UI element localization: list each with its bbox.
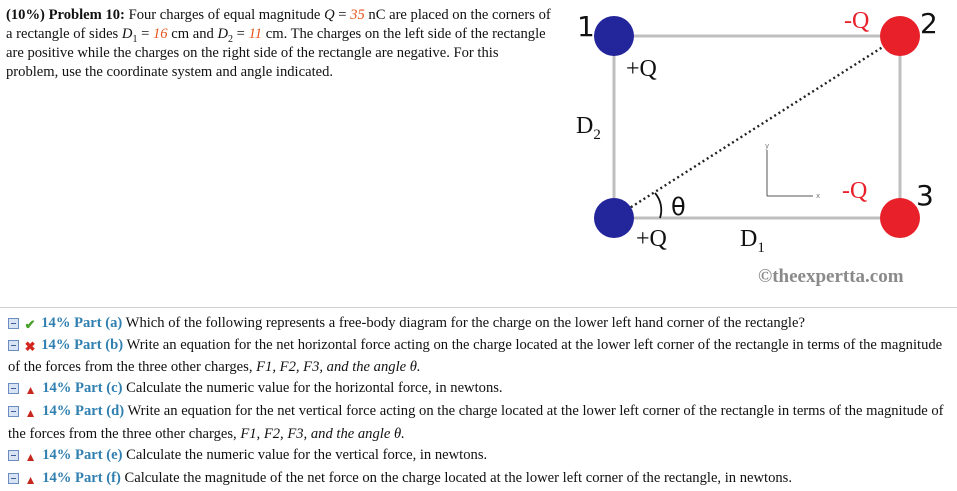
charge-2-label: -Q: [844, 8, 870, 34]
problem-text-2: cm. The charges on the left side of the rectangle are positive while the charges on the right side of the rectangle are negative. For this problem, use the coordinate system and angle indicated.: [6, 26, 546, 80]
coordinate-axes-icon: [767, 150, 813, 196]
part-f-weight: 14%: [42, 470, 72, 486]
collapse-box-icon[interactable]: [8, 340, 19, 351]
part-d-text: Write an equation for the net vertical force acting on the charge located at the lower left corner of the rectangle in terms of the magnitude of the forces from the three other charges,: [8, 403, 944, 442]
side-d1-letter: D: [740, 226, 758, 252]
checkmark-icon: ✔: [24, 317, 36, 332]
problem-weight: (10%): [6, 7, 45, 23]
d2-symbol: D: [217, 26, 229, 42]
part-a[interactable]: [8, 313, 953, 335]
charge-value: 35: [350, 7, 365, 23]
warning-icon: ▲: [24, 383, 37, 397]
collapse-box-icon[interactable]: [8, 406, 19, 417]
d1-unit-text: cm and: [171, 26, 214, 42]
charge-4-positive: [594, 198, 634, 238]
rectangle-charges-diagram: [560, 0, 957, 296]
part-e-text: Calculate the numeric value for the vertical force, in newtons.: [126, 447, 488, 463]
corner-1-number: 1: [577, 10, 595, 43]
part-b[interactable]: [8, 335, 953, 378]
problem-title: Problem 10:: [48, 7, 125, 23]
axis-x-label: x: [816, 192, 821, 200]
side-d2-letter: D: [576, 113, 594, 139]
charge-2-negative: [880, 16, 920, 56]
part-d[interactable]: [8, 401, 953, 445]
parts-list: [8, 313, 953, 491]
part-a-text: Which of the following represents a free-body diagram for the charge on the lower left hand corner of the rectangle?: [125, 315, 805, 331]
x-mark-icon: ✖: [24, 339, 36, 354]
warning-icon: ▲: [24, 473, 37, 487]
equals-1: =: [338, 7, 347, 23]
part-c-title[interactable]: Part (c): [75, 380, 123, 396]
d1-value: 16: [153, 26, 168, 42]
part-b-title[interactable]: Part (b): [74, 337, 124, 353]
part-b-math: F1, F2, F3, and the angle θ.: [256, 359, 421, 375]
collapse-box-icon[interactable]: [8, 383, 19, 394]
angle-theta-label: θ: [671, 193, 686, 221]
d1-symbol: D: [121, 26, 133, 42]
side-d2-label: [576, 113, 601, 143]
side-d1-label: [740, 226, 765, 256]
copyright-watermark: ©theexpertta.com: [758, 266, 904, 287]
d1-subscript: 1: [132, 33, 138, 45]
side-d2-subscript: 2: [593, 127, 601, 143]
part-c-text: Calculate the numeric value for the horizontal force, in newtons.: [126, 380, 503, 396]
warning-icon: ▲: [24, 450, 37, 464]
part-f-title[interactable]: Part (f): [75, 470, 121, 486]
problem-text-1: Four charges of equal magnitude: [128, 7, 321, 23]
d2-subscript: 2: [228, 33, 234, 45]
warning-icon: ▲: [24, 406, 37, 420]
part-b-weight: 14%: [41, 337, 71, 353]
charge-unit-text: nC are placed on the corners of a rectangle of sides: [6, 7, 551, 42]
part-a-title[interactable]: Part (a): [74, 315, 123, 331]
collapse-box-icon[interactable]: [8, 450, 19, 461]
corner-2-number: 2: [920, 7, 938, 40]
equals-2: =: [141, 26, 150, 42]
part-b-text: Write an equation for the net horizontal force acting on the charge located at the lower left corner of the rectangle in terms of the magnitude of the forces from the three other charges,: [8, 337, 943, 375]
angle-theta-arc: [655, 193, 661, 218]
part-a-weight: 14%: [41, 315, 71, 331]
part-d-title[interactable]: Part (d): [75, 403, 125, 419]
charge-1-positive: [594, 16, 634, 56]
part-c[interactable]: [8, 378, 953, 401]
problem-statement: [6, 6, 551, 82]
part-f-text: Calculate the magnitude of the net force on the charge located at the lower left corner of the rectangle, in newtons.: [124, 470, 793, 486]
charge-1-label: +Q: [626, 56, 657, 82]
side-d1-subscript: 1: [757, 240, 765, 256]
section-divider: [0, 307, 957, 308]
axis-y-label: y: [765, 142, 770, 150]
part-d-weight: 14%: [42, 403, 72, 419]
d2-value: 11: [248, 26, 263, 42]
charge-3-label: -Q: [842, 178, 868, 204]
charge-symbol: Q: [324, 7, 335, 23]
charge-3-negative: [880, 198, 920, 238]
part-d-math: F1, F2, F3, and the angle θ.: [240, 426, 405, 442]
collapse-box-icon[interactable]: [8, 318, 19, 329]
charge-4-label: +Q: [636, 226, 667, 252]
part-c-weight: 14%: [42, 380, 72, 396]
corner-3-number: 3: [916, 179, 934, 212]
equals-3: =: [236, 26, 245, 42]
part-e-title[interactable]: Part (e): [75, 447, 123, 463]
part-e-weight: 14%: [42, 447, 72, 463]
part-e[interactable]: [8, 445, 953, 468]
collapse-box-icon[interactable]: [8, 473, 19, 484]
